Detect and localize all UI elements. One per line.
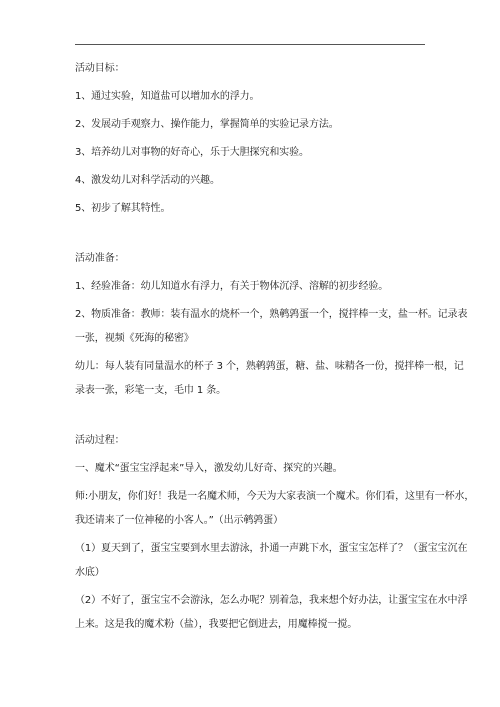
- process-step-1: 一、魔术“蛋宝宝浮起来”导入，激发幼儿好奇、探究的兴趣。: [75, 463, 343, 474]
- question-1-line-2: 水底）: [75, 567, 105, 578]
- prep-children-line-2: 录表一张，彩笔一支，毛巾 1 条。: [75, 385, 227, 396]
- prep-heading: 活动准备：: [75, 253, 125, 264]
- teacher-speech-line-1: 师:小朋友，你们好！我是一名魔术师，今天为大家表演一个魔术。你们看，这里有一杯水，: [75, 491, 475, 502]
- teacher-speech-line-2: 我还请来了一位神秘的小客人。”（出示鹌鹑蛋）: [75, 515, 283, 526]
- goal-item-5: 5、初步了解其特性。: [75, 203, 171, 214]
- prep-item-2-line-2: 一张，视频《死海的秘密》: [75, 333, 194, 344]
- goal-item-4: 4、激发幼儿对科学活动的兴趣。: [75, 175, 220, 186]
- process-heading: 活动过程：: [75, 435, 125, 446]
- header-rule: [75, 44, 425, 45]
- question-2-line-2: 上来。这是我的魔术粉（盐），我要把它倒进去，用魔棒搅一搅。: [75, 619, 358, 630]
- document-body: [75, 62, 475, 632]
- goal-item-1: 1、通过实验，知道盐可以增加水的浮力。: [75, 91, 260, 102]
- prep-children-line-1: 幼儿：每人装有同量温水的杯子 3 个，熟鹌鹑蛋，糖、盐、味精各一份，搅拌棒一根，记: [75, 361, 464, 372]
- goal-item-2: 2、发展动手观察力、操作能力，掌握简单的实验记录方法。: [75, 119, 339, 130]
- question-1-line-1: （1）夏天到了，蛋宝宝要到水里去游泳，扑通一声跳下水，蛋宝宝怎样了？（蛋宝宝沉在: [75, 543, 468, 554]
- goal-item-3: 3、培养幼儿对事物的好奇心，乐于大胆探究和实验。: [75, 147, 309, 158]
- prep-item-1: 1、经验准备：幼儿知道水有浮力，有关于物体沉浮、溶解的初步经验。: [75, 281, 389, 292]
- goals-heading: 活动目标：: [75, 63, 125, 74]
- question-2-line-1: （2）不好了，蛋宝宝不会游泳，怎么办呢？别着急，我来想个好办法，让蛋宝宝在水中浮: [75, 595, 468, 606]
- prep-item-2-line-1: 2、物质准备：教师：装有温水的烧杯一个，熟鹌鹑蛋一个，搅拌棒一支，盐一杯。记录表: [75, 309, 468, 320]
